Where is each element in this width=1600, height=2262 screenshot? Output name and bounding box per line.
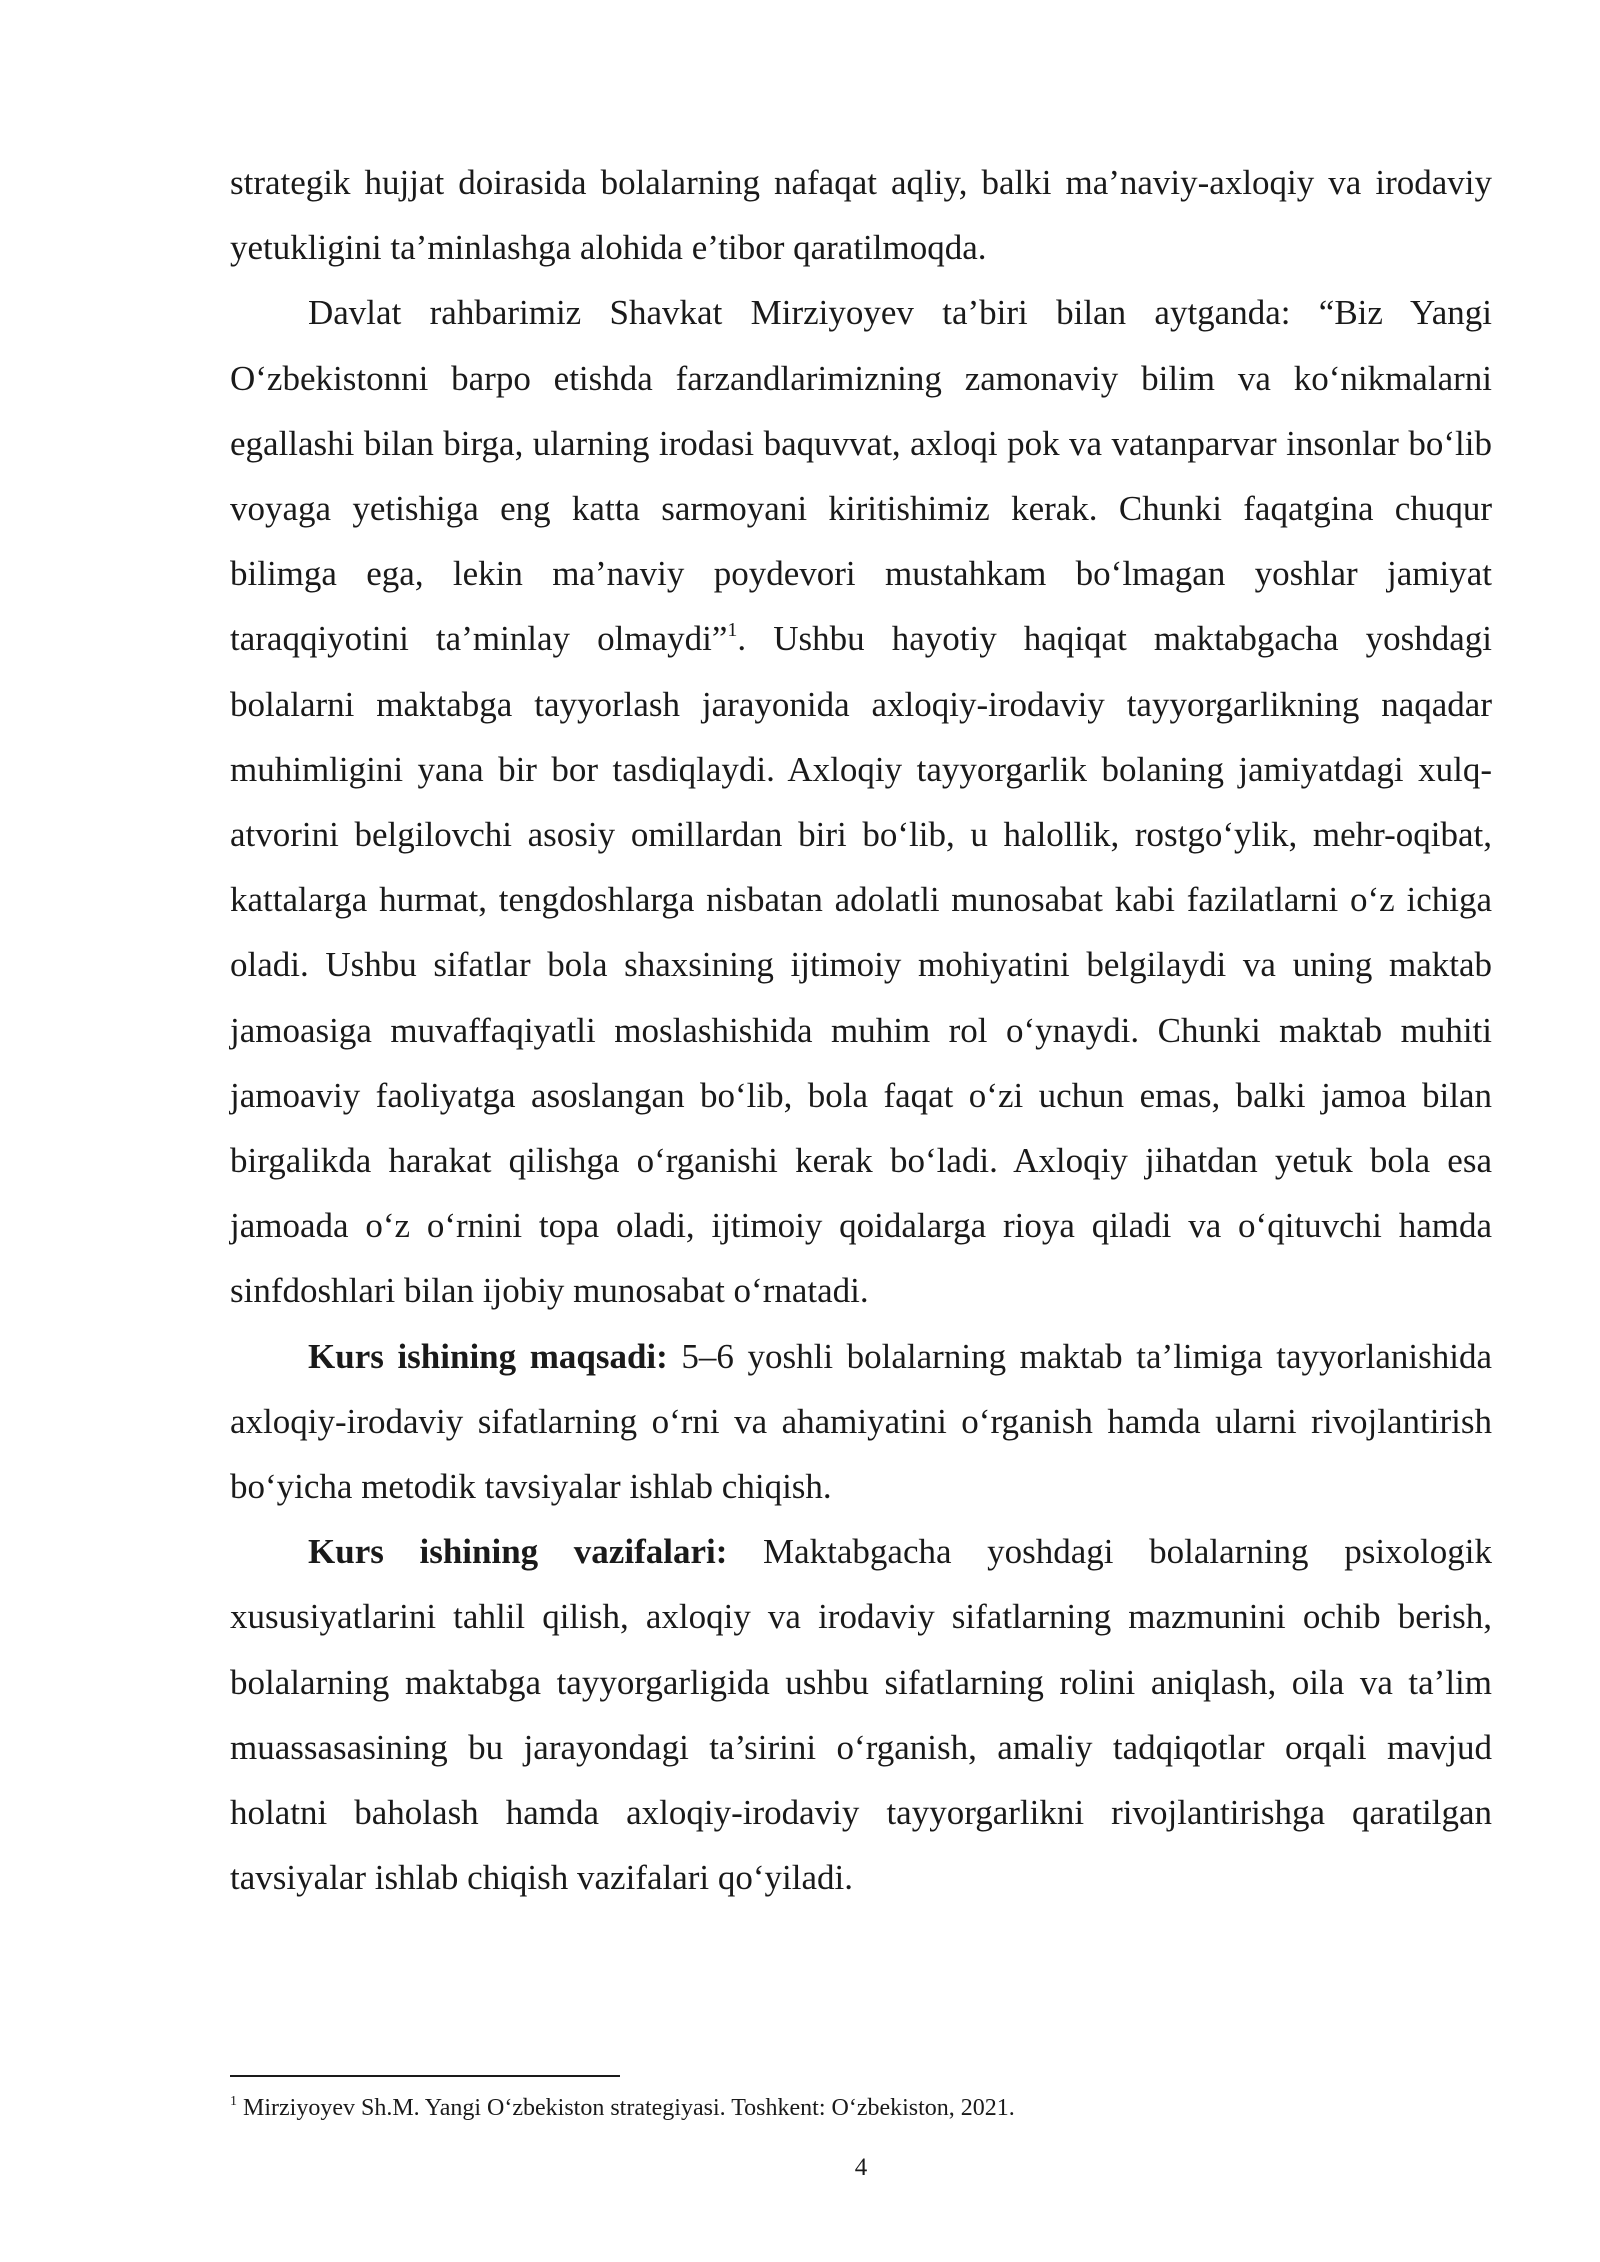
tasks-heading: Kurs ishining vazifalari: [308,1532,728,1572]
paragraph-text: Davlat rahbarimiz Shavkat Mirziyoyev ta’biri bilan aytganda: “Biz Yangi O‘zbekistonni barpo etishda farzandlarimizning zamonaviy bilim va ko‘nikmalarni egallashi bilan birga, ularning irodasi baquvvat, axloqi pok va vatanparvar insonlar bo‘lib voyaga yetishiga eng katta sarmoyani kiritishimiz kerak. Chunki faqatgina chuqur bilimga ega, lekin ma’naviy poydevori mustahkam bo‘lmagan yoshlar jamiyat taraqqiyotini ta’minlay olmaydi” [230,293,1492,659]
paragraph-text: strategik hujjat doirasida bolalarning nafaqat aqliy, balki ma’naviy-axloqiy va irodaviy yetukligini ta’minlashga alohida e’tibor qaratilmoqda. [230,163,1492,268]
goal-text: 5–6 yoshli bolalarning maktab ta’limiga tayyorlanishida axloqiy-irodaviy sifatlarning o‘rni va ahamiyatini o‘rganish hamda ularni rivojlantirish bo‘yicha metodik tavsiyalar ishlab chiqish. [230,1336,1492,1507]
page-number: 4 [854,2154,868,2181]
footnote-separator [230,2075,620,2077]
body-text [230,150,1492,1910]
goal-heading: Kurs ishining maqsadi: [308,1336,668,1376]
paragraph-goal [230,1324,1492,1520]
footnote-text: Mirziyoyev Sh.M. Yangi O‘zbekiston strategiyasi. Toshkent: O‘zbekiston, 2021. [237,2095,1015,2121]
paragraph-continuation [230,150,1492,280]
paragraph-text: . Ushbu hayotiy haqiqat maktabgacha yoshdagi bolalarni maktabga tayyorlash jarayonida axloqiy-irodaviy tayyorgarlikning naqadar muhimligini yana bir bor tasdiqlaydi. Axloqiy tayyorgarlik bolaning jamiyatdagi xulq-atvorini belgilovchi asosiy omillardan biri bo‘lib, u halollik, rostgo‘ylik, mehr-oqibat, kattalarga hurmat, tengdoshlarga nisbatan adolatli munosabat kabi fazilatlarni o‘z ichiga oladi. Ushbu sifatlar bola shaxsining ijtimoiy mohiyatini belgilaydi va uning maktab jamoasiga muvaffaqiyatli moslashishida muhim rol o‘ynaydi. Chunki maktab muhiti jamoaviy faoliyatga asoslangan bo‘lib, bola faqat o‘zi uchun emas, balki jamoa bilan birgalikda harakat qilishga o‘rganishi kerak bo‘ladi. Axloqiy jihatdan yetuk bola esa jamoada o‘z o‘rnini topa oladi, ijtimoiy qoidalarga rioya qiladi va o‘qituvchi hamda sinfdoshlari bilan ijobiy munosabat o‘rnatadi. [230,619,1492,1311]
footnote [230,2093,1492,2123]
footnote-number: 1 [230,2094,237,2109]
tasks-text: Maktabgacha yoshdagi bolalarning psixologik xususiyatlarini tahlil qilish, axloqiy va irodaviy sifatlarning mazmunini ochib berish, bolalarning maktabga tayyorgarligida ushbu sifatlarning rolini aniqlash, oila va ta’lim muassasasining bu jarayondagi ta’sirini o‘rganish, amaliy tadqiqotlar orqali mavjud holatni baholash hamda axloqiy-irodaviy tayyorgarlikni rivojlantirishga qaratilgan tavsiyalar ishlab chiqish vazifalari qo‘yiladi. [230,1532,1492,1898]
paragraph-tasks [230,1519,1492,1910]
paragraph-president-quote [230,280,1492,1323]
footnote-reference[interactable]: 1 [727,618,738,641]
